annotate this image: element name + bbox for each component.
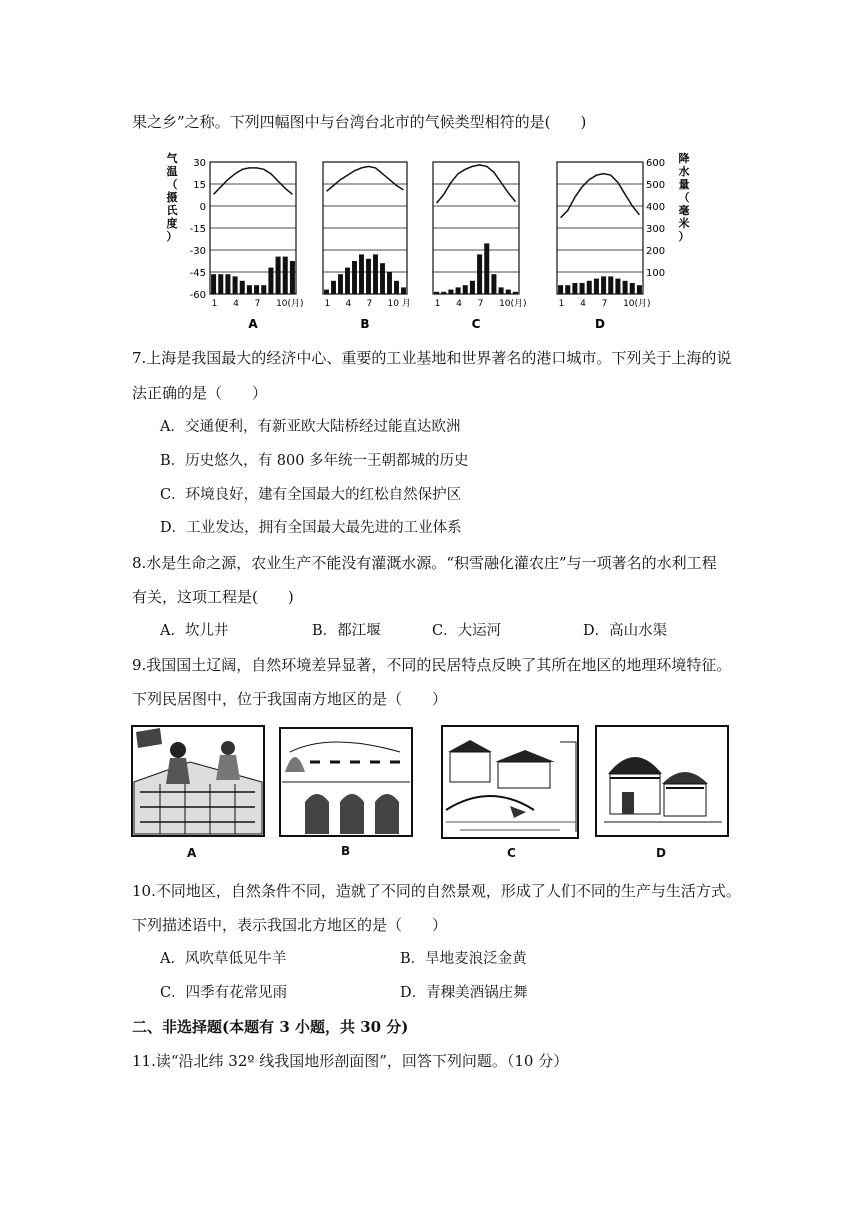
precip-bar: [345, 268, 350, 294]
precip-bar: [470, 281, 475, 294]
q7-option-c: C．环境良好，建有全国最大的红松自然保护区: [160, 487, 462, 503]
precip-bar: [359, 254, 364, 294]
precip-bar: [434, 292, 439, 294]
q10-option-b: B．旱地麦浪泛金黄: [400, 951, 527, 967]
precip-bar: [491, 274, 496, 294]
q7-option-d: D．工业发达，拥有全国最大最先进的工业体系: [160, 520, 462, 536]
precip-bar: [594, 279, 599, 294]
precip-bar: [513, 292, 518, 294]
x-tick-label: 4: [345, 299, 352, 309]
x-tick-label: 4: [580, 299, 586, 309]
temperature-line: [561, 174, 640, 218]
precip-bar: [580, 283, 585, 294]
x-tick-label: 1: [211, 299, 218, 309]
temperature-line: [327, 166, 404, 191]
precip-bar: [448, 290, 453, 294]
right-tick-label: 200: [646, 246, 666, 257]
precip-bar: [283, 257, 288, 294]
q10-option-a: A．风吹草低见牛羊: [160, 951, 287, 967]
precip-bar: [366, 259, 371, 294]
dwelling-picture-c: [442, 726, 578, 838]
precip-bar: [456, 287, 461, 294]
q7-stem-line2: 法正确的是（ ）: [132, 384, 268, 402]
precip-bar: [218, 274, 223, 294]
right-axis-title-char: （: [678, 191, 690, 204]
precip-bar: [608, 276, 613, 294]
left-tick-label: -15: [189, 224, 206, 235]
precip-bar: [484, 243, 489, 294]
left-axis-title-char: （: [166, 178, 178, 191]
precip-bar: [211, 274, 216, 294]
temperature-line: [214, 168, 293, 194]
left-tick-label: 15: [193, 180, 206, 191]
q7-option-b: B．历史悠久，有 800 多年统一王朝都城的历史: [160, 453, 469, 469]
x-tick-label: 4: [456, 299, 462, 309]
x-tick-label: 10(月): [499, 299, 527, 309]
precip-bar: [331, 281, 336, 294]
dwelling-label-c: C: [507, 846, 516, 860]
q7-stem-line1: 7.上海是我国最大的经济中心、重要的工业基地和世界著名的港口城市。下列关于上海的说: [132, 349, 732, 367]
precip-bar: [565, 285, 570, 294]
q8-stem-line1: 8.水是生命之源，农业生产不能没有灌溉水源。“积雪融化灌农庄”与一项著名的水利工程: [132, 554, 717, 572]
q10-stem-line2: 下列描述语中，表示我国北方地区的是（ ）: [132, 916, 448, 934]
x-tick-label: 7: [366, 299, 373, 309]
chart-label-b: B: [360, 317, 370, 331]
section-two-heading: 二、非选择题(本题有 3 小题，共 30 分): [132, 1018, 409, 1036]
precip-bar: [558, 285, 563, 294]
right-tick-label: 100: [646, 268, 666, 279]
precip-bar: [441, 292, 446, 294]
left-tick-label: -30: [189, 246, 206, 257]
chart-label-c: C: [471, 317, 481, 331]
precip-bar: [233, 276, 238, 294]
x-tick-label: 10(月): [623, 299, 651, 309]
x-tick-label: 1: [324, 299, 331, 309]
precip-bar: [601, 276, 606, 294]
left-axis-title-char: 温: [166, 165, 178, 178]
left-axis-title-char: 度: [166, 217, 178, 230]
q10-option-d: D．青稞美酒锅庄舞: [400, 985, 528, 1001]
precip-bar: [373, 254, 378, 294]
x-tick-label: 7: [477, 299, 484, 309]
q10-stem-line1: 10.不同地区，自然条件不同，造就了不同的自然景观，形成了人们不同的生产与生活方式。: [132, 882, 741, 900]
q11-stem: 11.读“沿北纬 32º 线我国地形剖面图”，回答下列问题。（10 分）: [132, 1052, 569, 1070]
precip-bar: [506, 290, 511, 294]
precip-bar: [394, 281, 399, 294]
q9-stem-line1: 9.我国国土辽阔，自然环境差异显著，不同的民居特点反映了其所在地区的地理环境特征。: [132, 656, 732, 674]
q10-option-c: C．四季有花常见雨: [160, 985, 288, 1001]
dwelling-label-a: A: [187, 846, 197, 860]
left-axis-title-char: 气: [166, 152, 178, 165]
right-axis-title-char: 水: [678, 165, 690, 178]
precip-bar: [268, 268, 273, 294]
x-tick-label: 1: [558, 299, 565, 309]
right-tick-label: 300: [646, 224, 666, 235]
left-tick-label: 0: [199, 202, 206, 213]
dwelling-label-d: D: [656, 846, 666, 860]
q8-option-b: B．都江堰: [312, 623, 381, 639]
precip-bar: [225, 274, 230, 294]
right-tick-label: 400: [646, 202, 666, 213]
x-tick-label: 4: [233, 299, 239, 309]
right-axis-title-char: 米: [678, 217, 690, 230]
precip-bar: [261, 285, 266, 294]
precip-bar: [615, 279, 620, 294]
precip-bar: [463, 285, 468, 294]
precip-bar: [276, 257, 281, 294]
precip-bar: [387, 272, 392, 294]
precip-bar: [401, 287, 406, 294]
x-tick-label: 7: [601, 299, 608, 309]
left-axis-title-char: ）: [166, 230, 178, 243]
right-tick-label: 500: [646, 180, 666, 191]
x-tick-label: 1: [434, 299, 441, 309]
q7-option-a: A．交通便利，有新亚欧大陆桥经过能直达欧洲: [160, 419, 461, 435]
dwelling-label-b: B: [341, 844, 351, 858]
dwelling-picture-d: [596, 726, 728, 836]
left-tick-label: -45: [189, 268, 206, 279]
right-axis-title-char: 降: [678, 152, 690, 165]
q8-option-c: C．大运河: [432, 623, 502, 639]
x-tick-label: 10 月: [387, 299, 411, 309]
precip-bar: [254, 285, 259, 294]
right-axis-title-char: 量: [678, 178, 690, 191]
precip-bar: [247, 285, 252, 294]
precip-bar: [623, 281, 628, 294]
left-axis-title-char: 摄: [166, 191, 178, 204]
precip-bar: [352, 261, 357, 294]
dwellings-figure: [130, 722, 730, 872]
precip-bar: [587, 281, 592, 294]
right-tick-label: 600: [646, 158, 666, 169]
precip-bar: [324, 290, 329, 294]
precip-bar: [499, 287, 504, 294]
precip-bar: [380, 263, 385, 294]
left-tick-label: 30: [193, 158, 206, 169]
q6-stem-tail: 果之乡”之称。下列四幅图中与台湾台北市的气候类型相符的是( ): [132, 113, 587, 131]
precip-bar: [240, 281, 245, 294]
dwelling-picture-b: [280, 728, 412, 836]
right-axis-title-char: 毫: [678, 204, 690, 217]
q9-stem-line2: 下列民居图中，位于我国南方地区的是（ ）: [132, 690, 448, 708]
q8-option-a: A．坎儿井: [160, 623, 229, 639]
precip-bar: [637, 285, 642, 294]
climate-charts-figure: [160, 148, 720, 338]
chart-label-d: D: [595, 317, 605, 331]
right-axis-title-char: ）: [678, 230, 690, 243]
q8-stem-line2: 有关，这项工程是( ): [132, 588, 294, 606]
q8-option-d: D．高山水渠: [583, 623, 668, 639]
left-tick-label: -60: [189, 290, 206, 301]
chart-label-a: A: [248, 317, 258, 331]
x-tick-label: 10(月): [276, 299, 304, 309]
dwelling-picture-a: [132, 726, 264, 836]
precip-bar: [290, 261, 295, 294]
x-tick-label: 7: [254, 299, 261, 309]
precip-bar: [572, 283, 577, 294]
precip-bar: [477, 254, 482, 294]
precip-bar: [630, 283, 635, 294]
left-axis-title-char: 氏: [166, 204, 178, 217]
precip-bar: [338, 274, 343, 294]
